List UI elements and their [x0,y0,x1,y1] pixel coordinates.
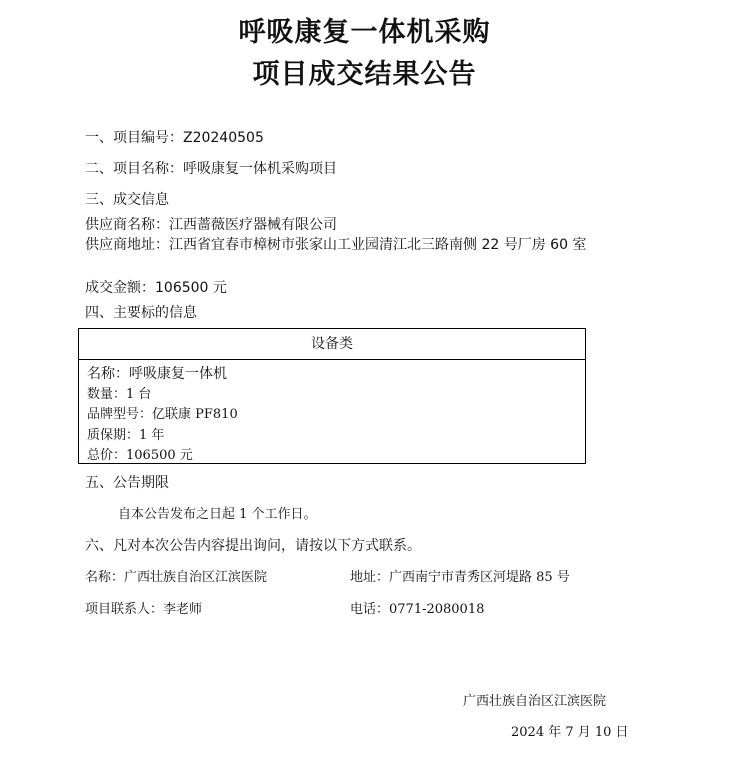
contact-address: 地址：广西南宁市青秀区河堤路 85 号 [350,570,570,585]
table-body [79,360,585,467]
table-row: 品牌型号：亿联康 PF810 [87,407,238,422]
main-item-heading: 四、主要标的信息 [85,305,197,321]
footer-org: 广西壮族自治区江滨医院 [463,694,607,709]
table-row: 名称：呼吸康复一体机 [87,366,227,382]
equipment-table [78,328,586,464]
notice-period-text: 自本公告发布之日起 1 个工作日。 [118,507,317,522]
deal-amount: 成交金额：106500 元 [85,280,227,296]
footer-date: 2024 年 7 月 10 日 [511,725,629,740]
supplier-name: 供应商名称：江西蔷薇医疗器械有限公司 [85,217,337,233]
table-row: 质保期：1 年 [87,427,165,443]
notice-period-heading: 五、公告期限 [85,475,169,491]
contact-heading: 六、凡对本次公告内容提出询问，请按以下方式联系。 [85,538,421,554]
table-row: 总价：106500 元 [87,448,193,463]
title-line-2: 项目成交结果公告 [252,59,477,90]
table-row: 数量：1 台 [87,386,152,402]
project-name: 二、项目名称：呼吸康复一体机采购项目 [85,161,337,177]
table-header: 设备类 [79,329,585,360]
contact-name: 名称：广西壮族自治区江滨医院 [85,570,268,585]
title-line-1: 呼吸康复一体机采购 [238,17,491,48]
supplier-address: 供应商地址：江西省宜春市樟树市张家山工业园清江北三路南侧 22 号厂房 60 室 [85,237,587,253]
deal-info-heading: 三、成交信息 [85,192,169,208]
contact-person: 项目联系人：李老师 [85,602,203,617]
project-number: 一、项目编号：Z20240505 [85,130,264,146]
contact-phone: 电话：0771-2080018 [350,602,485,617]
